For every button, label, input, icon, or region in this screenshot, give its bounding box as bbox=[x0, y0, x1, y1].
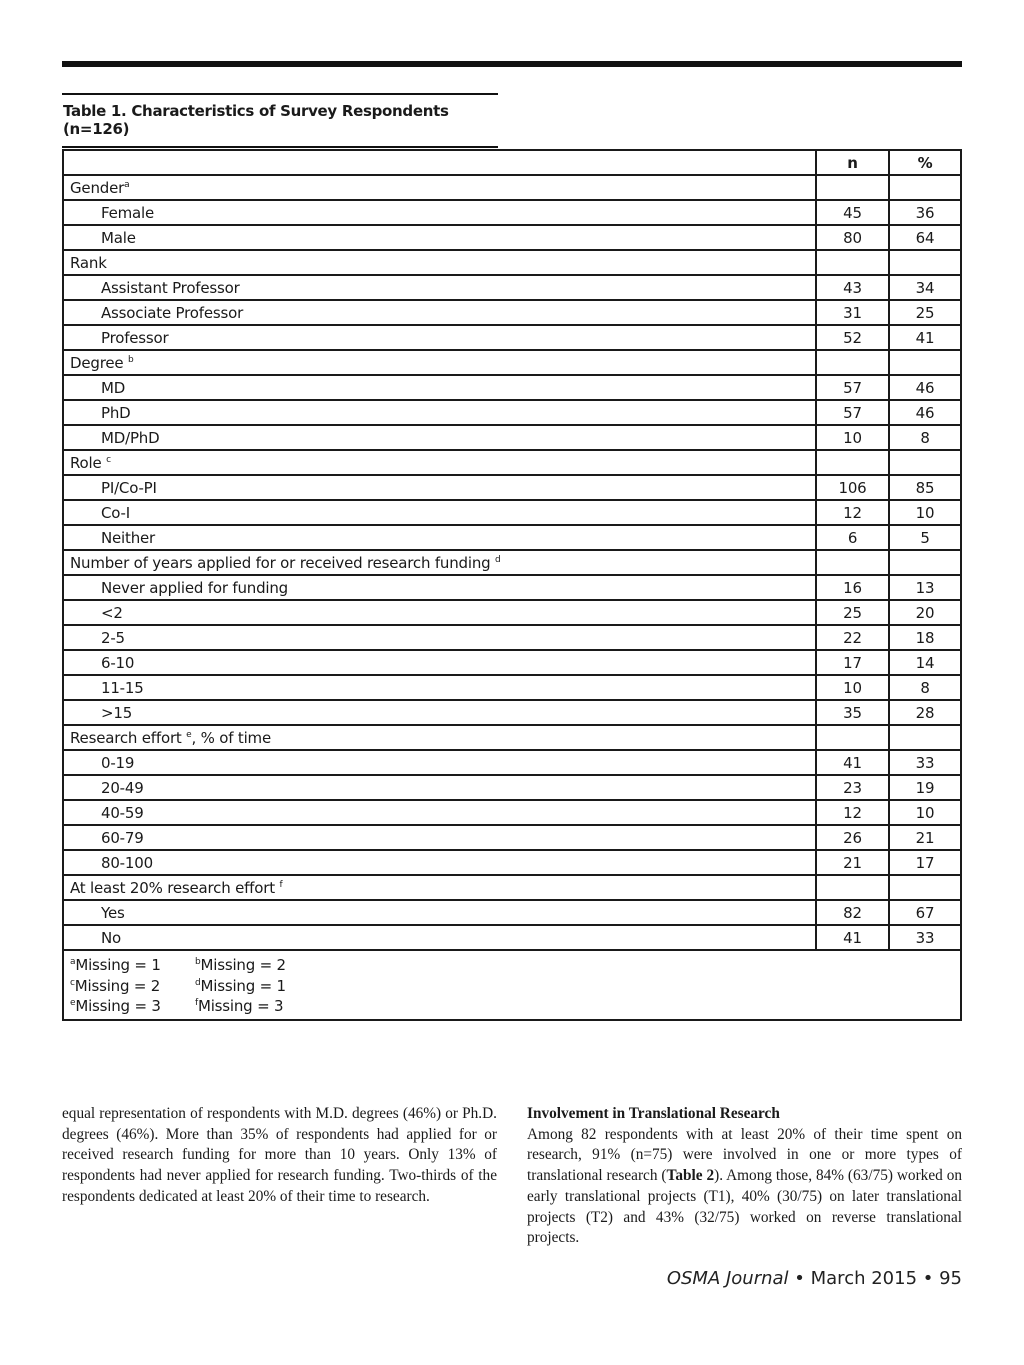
row-label: Associate Professor bbox=[63, 300, 816, 325]
table-row bbox=[63, 800, 961, 825]
footnote-marker: e bbox=[186, 729, 192, 740]
row-label: PI/Co-PI bbox=[63, 475, 816, 500]
footnote-marker: b bbox=[195, 957, 201, 967]
row-n: 10 bbox=[816, 675, 889, 700]
footnote-marker: b bbox=[127, 354, 134, 365]
row-n: 12 bbox=[816, 800, 889, 825]
empty-pct-cell bbox=[889, 550, 961, 575]
footnotes-row bbox=[63, 950, 961, 1020]
footnote bbox=[195, 976, 286, 997]
row-n: 31 bbox=[816, 300, 889, 325]
section-heading: Involvement in Translational Research bbox=[527, 1105, 780, 1122]
footnote bbox=[195, 955, 286, 976]
row-label: Neither bbox=[63, 525, 816, 550]
section-label-text: Degree bbox=[70, 353, 128, 372]
row-label: Co-I bbox=[63, 500, 816, 525]
section-row bbox=[63, 550, 961, 575]
row-n: 16 bbox=[816, 575, 889, 600]
row-pct: 34 bbox=[889, 275, 961, 300]
table-row bbox=[63, 275, 961, 300]
row-label: No bbox=[63, 925, 816, 950]
footnote-line bbox=[70, 996, 960, 1017]
row-pct: 17 bbox=[889, 850, 961, 875]
table-row bbox=[63, 625, 961, 650]
page-footer bbox=[667, 1268, 962, 1289]
row-label: 80-100 bbox=[63, 850, 816, 875]
table-row bbox=[63, 300, 961, 325]
section-label bbox=[63, 725, 816, 750]
table-reference: Table 2 bbox=[666, 1167, 715, 1185]
table-row bbox=[63, 850, 961, 875]
section-row bbox=[63, 875, 961, 900]
section-label-suffix: , % of time bbox=[191, 728, 271, 747]
row-n: 23 bbox=[816, 775, 889, 800]
footnote-marker: f bbox=[279, 879, 283, 890]
table-row bbox=[63, 375, 961, 400]
row-label: 2-5 bbox=[63, 625, 816, 650]
footnote-text: Missing = 3 bbox=[75, 997, 161, 1015]
row-n: 45 bbox=[816, 200, 889, 225]
row-n: 10 bbox=[816, 425, 889, 450]
table-row bbox=[63, 425, 961, 450]
footnote bbox=[70, 996, 195, 1017]
right-paragraph-part2: ). Among those, 84% (63/75) worked on early translational projects (T1), 40% (30/75) on later translational projects (T2) and 43% (32/75) worked on reverse translational projects. bbox=[527, 1167, 962, 1247]
title-bottom-rule bbox=[62, 146, 498, 148]
row-label: <2 bbox=[63, 600, 816, 625]
table-row bbox=[63, 925, 961, 950]
footnote bbox=[195, 996, 283, 1017]
body-column-left bbox=[62, 1104, 497, 1208]
row-pct: 33 bbox=[889, 750, 961, 775]
footnote-text: Missing = 3 bbox=[197, 997, 284, 1015]
section-row bbox=[63, 350, 961, 375]
section-label bbox=[63, 875, 816, 900]
row-label: MD bbox=[63, 375, 816, 400]
body-column-right bbox=[527, 1104, 962, 1249]
characteristics-table bbox=[62, 149, 962, 1021]
table-row bbox=[63, 650, 961, 675]
row-pct: 46 bbox=[889, 400, 961, 425]
row-label: Professor bbox=[63, 325, 816, 350]
empty-pct-cell bbox=[889, 450, 961, 475]
footer-date: March 2015 bbox=[810, 1268, 918, 1289]
section-label-text: Number of years applied for or received research funding bbox=[70, 553, 496, 572]
row-n: 22 bbox=[816, 625, 889, 650]
row-pct: 10 bbox=[889, 500, 961, 525]
footnote-line bbox=[70, 976, 960, 997]
section-row bbox=[63, 175, 961, 200]
row-label: Yes bbox=[63, 900, 816, 925]
footnote-text: Missing = 2 bbox=[74, 976, 161, 995]
empty-n-cell bbox=[816, 450, 889, 475]
table-row bbox=[63, 400, 961, 425]
left-paragraph: equal representation of respondents with M.D. degrees (46%) or Ph.D. degrees (46%). More than 35% of respondents had applied for or received research funding for more than 10 years. Only 13% of respondents had never applied for research funding. Two-thirds of the respondents dedicated at least 20% of their time to research. bbox=[62, 1105, 497, 1205]
row-n: 52 bbox=[816, 325, 889, 350]
section-label-text: Gender bbox=[70, 178, 125, 197]
section-label bbox=[63, 450, 816, 475]
row-n: 25 bbox=[816, 600, 889, 625]
row-n: 43 bbox=[816, 275, 889, 300]
empty-n-cell bbox=[816, 725, 889, 750]
section-label-text: Rank bbox=[70, 253, 107, 272]
row-n: 17 bbox=[816, 650, 889, 675]
empty-n-cell bbox=[816, 550, 889, 575]
empty-pct-cell bbox=[889, 250, 961, 275]
header-n: n bbox=[816, 150, 889, 175]
row-n: 35 bbox=[816, 700, 889, 725]
table-body bbox=[63, 175, 961, 1020]
section-label-text: At least 20% research effort bbox=[70, 878, 280, 897]
table-header-row bbox=[63, 150, 961, 175]
row-pct: 10 bbox=[889, 800, 961, 825]
row-pct: 19 bbox=[889, 775, 961, 800]
table-row bbox=[63, 525, 961, 550]
empty-n-cell bbox=[816, 875, 889, 900]
row-label: Male bbox=[63, 225, 816, 250]
empty-n-cell bbox=[816, 250, 889, 275]
row-label: 40-59 bbox=[63, 800, 816, 825]
row-n: 12 bbox=[816, 500, 889, 525]
table-row bbox=[63, 750, 961, 775]
row-label: Female bbox=[63, 200, 816, 225]
row-n: 41 bbox=[816, 925, 889, 950]
row-pct: 85 bbox=[889, 475, 961, 500]
section-row bbox=[63, 450, 961, 475]
row-label: Never applied for funding bbox=[63, 575, 816, 600]
footer-journal: OSMA Journal bbox=[666, 1268, 789, 1289]
row-pct: 46 bbox=[889, 375, 961, 400]
row-pct: 13 bbox=[889, 575, 961, 600]
row-pct: 41 bbox=[889, 325, 961, 350]
table-row bbox=[63, 675, 961, 700]
footnotes-cell bbox=[63, 950, 961, 1020]
row-pct: 33 bbox=[889, 925, 961, 950]
table-row bbox=[63, 825, 961, 850]
footnote-marker: a bbox=[70, 957, 76, 967]
row-label: 0-19 bbox=[63, 750, 816, 775]
row-pct: 8 bbox=[889, 425, 961, 450]
footnote-marker: f bbox=[195, 998, 198, 1008]
table-row bbox=[63, 775, 961, 800]
table-row bbox=[63, 500, 961, 525]
row-n: 82 bbox=[816, 900, 889, 925]
row-pct: 8 bbox=[889, 675, 961, 700]
empty-n-cell bbox=[816, 350, 889, 375]
table-title-block bbox=[62, 93, 498, 148]
table-row bbox=[63, 225, 961, 250]
footnote-marker: d bbox=[195, 977, 201, 988]
header-pct: % bbox=[889, 150, 961, 175]
table-row bbox=[63, 600, 961, 625]
empty-pct-cell bbox=[889, 175, 961, 200]
footnote bbox=[70, 955, 195, 976]
row-pct: 18 bbox=[889, 625, 961, 650]
section-row bbox=[63, 725, 961, 750]
section-row bbox=[63, 250, 961, 275]
row-pct: 28 bbox=[889, 700, 961, 725]
footer-separator-2: • bbox=[917, 1268, 940, 1289]
section-label-text: Role bbox=[70, 453, 107, 472]
row-pct: 36 bbox=[889, 200, 961, 225]
row-pct: 64 bbox=[889, 225, 961, 250]
footnote-line bbox=[70, 955, 960, 976]
footnote-marker: c bbox=[106, 454, 111, 465]
row-pct: 14 bbox=[889, 650, 961, 675]
row-label: Assistant Professor bbox=[63, 275, 816, 300]
row-n: 106 bbox=[816, 475, 889, 500]
table-title: Table 1. Characteristics of Survey Respondents (n=126) bbox=[63, 102, 449, 138]
row-pct: 5 bbox=[889, 525, 961, 550]
row-pct: 25 bbox=[889, 300, 961, 325]
footnote-marker: e bbox=[70, 998, 76, 1008]
row-n: 26 bbox=[816, 825, 889, 850]
row-n: 57 bbox=[816, 400, 889, 425]
footnote-text: Missing = 1 bbox=[200, 976, 286, 995]
footnote bbox=[70, 976, 195, 997]
empty-pct-cell bbox=[889, 350, 961, 375]
row-label: 60-79 bbox=[63, 825, 816, 850]
section-label bbox=[63, 250, 816, 275]
section-label bbox=[63, 175, 816, 200]
table-row bbox=[63, 900, 961, 925]
footnote-marker: a bbox=[124, 179, 130, 190]
right-paragraph-part1: Among 82 respondents with at least 20% of their time spent on research, 91% (n=75) were involved in one or more types of translational research ( bbox=[527, 1125, 962, 1185]
empty-n-cell bbox=[816, 175, 889, 200]
header-blank-cell bbox=[63, 150, 816, 175]
section-label bbox=[63, 550, 816, 575]
section-label-text: Research effort bbox=[70, 728, 187, 747]
table-row bbox=[63, 475, 961, 500]
row-pct: 20 bbox=[889, 600, 961, 625]
row-n: 21 bbox=[816, 850, 889, 875]
row-label: 6-10 bbox=[63, 650, 816, 675]
footnote-text: Missing = 1 bbox=[75, 956, 161, 974]
row-n: 57 bbox=[816, 375, 889, 400]
top-rule bbox=[62, 61, 962, 67]
row-label: 20-49 bbox=[63, 775, 816, 800]
footer-separator-1: • bbox=[788, 1268, 811, 1289]
table-row bbox=[63, 200, 961, 225]
row-label: MD/PhD bbox=[63, 425, 816, 450]
footnote-marker: d bbox=[495, 554, 501, 565]
table-row bbox=[63, 325, 961, 350]
footnote-marker: c bbox=[70, 977, 75, 988]
row-n: 41 bbox=[816, 750, 889, 775]
footnote-text: Missing = 2 bbox=[200, 956, 286, 974]
row-label: 11-15 bbox=[63, 675, 816, 700]
row-label: >15 bbox=[63, 700, 816, 725]
table-row bbox=[63, 575, 961, 600]
row-n: 80 bbox=[816, 225, 889, 250]
table-row bbox=[63, 700, 961, 725]
row-pct: 67 bbox=[889, 900, 961, 925]
row-n: 6 bbox=[816, 525, 889, 550]
section-label bbox=[63, 350, 816, 375]
footer-page-number: 95 bbox=[939, 1268, 962, 1289]
row-pct: 21 bbox=[889, 825, 961, 850]
empty-pct-cell bbox=[889, 725, 961, 750]
empty-pct-cell bbox=[889, 875, 961, 900]
row-label: PhD bbox=[63, 400, 816, 425]
